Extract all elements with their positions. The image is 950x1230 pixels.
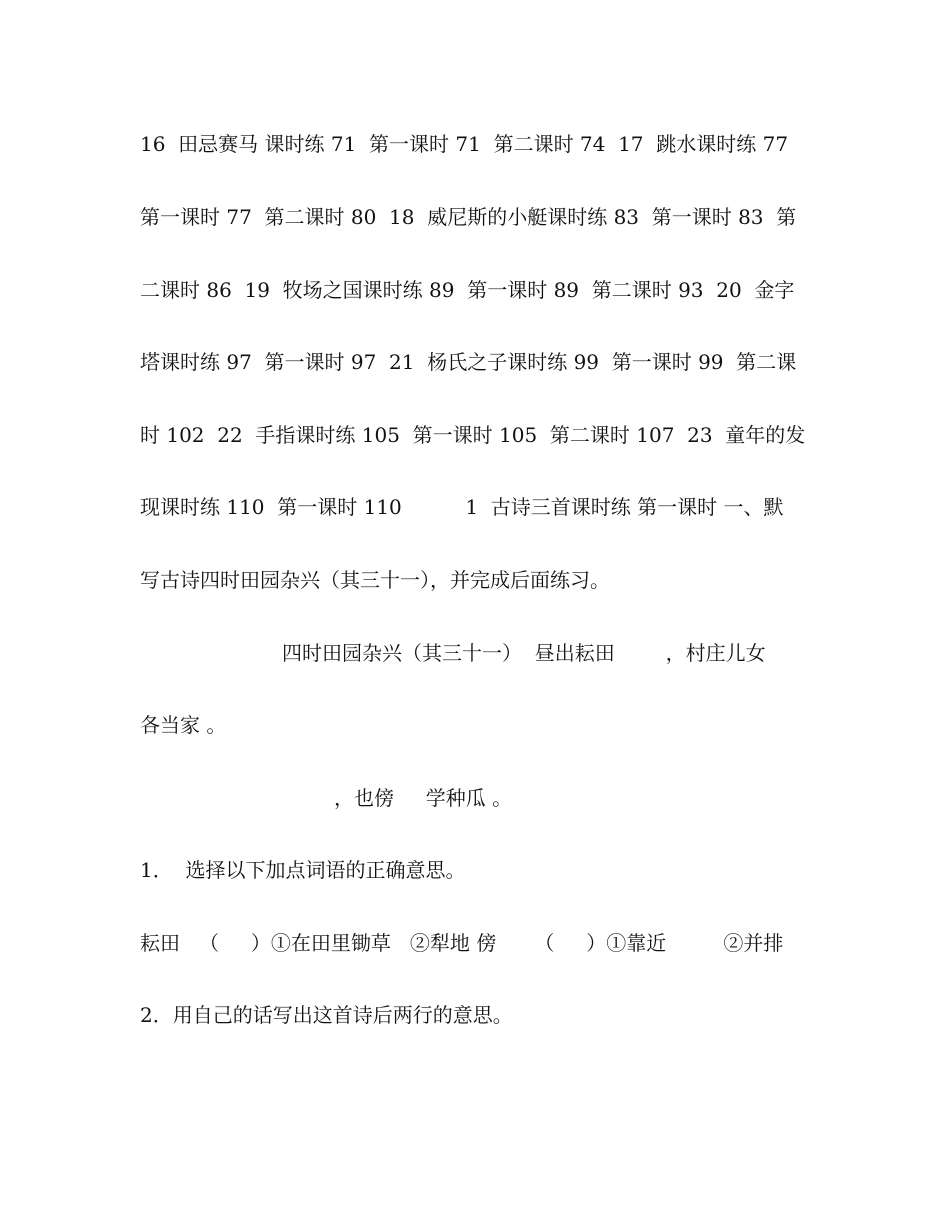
question-1-options: 耘田 （ ）①在田里锄草 ②犁地 傍 （ ）①靠近 ②并排 xyxy=(140,931,784,955)
poem-title-line: 四时田园杂兴（其三十一） 昼出耘田 ，村庄儿女 xyxy=(282,641,766,665)
toc-line-2: 第一课时 77 第二课时 80 18 威尼斯的小艇课时练 83 第一课时 83 第 xyxy=(140,205,797,229)
poem-line-3: ，也傍 学种瓜 。 xyxy=(334,786,513,810)
toc-line-3: 二课时 86 19 牧场之国课时练 89 第一课时 89 第二课时 93 20 金字 xyxy=(140,278,795,302)
toc-line-5: 时 102 22 手指课时练 105 第一课时 105 第二课时 107 23 童年的发 xyxy=(140,423,806,447)
exercise-instruction: 写古诗四时田园杂兴（其三十一），并完成后面练习。 xyxy=(140,568,610,592)
question-2: 2．用自己的话写出这首诗后两行的意思。 xyxy=(140,1003,513,1027)
toc-line-6: 现课时练 110 第一课时 110 1 古诗三首课时练 第一课时 一、默 xyxy=(140,495,784,519)
toc-line-4: 塔课时练 97 第一课时 97 21 杨氏之子课时练 99 第一课时 99 第二课 xyxy=(140,350,797,374)
toc-line-1: 16 田忌赛马 课时练 71 第一课时 71 第二课时 74 17 跳水课时练 77 xyxy=(140,132,789,156)
question-1: 1． 选择以下加点词语的正确意思。 xyxy=(140,858,466,882)
poem-line-2: 各当家 。 xyxy=(140,713,227,737)
